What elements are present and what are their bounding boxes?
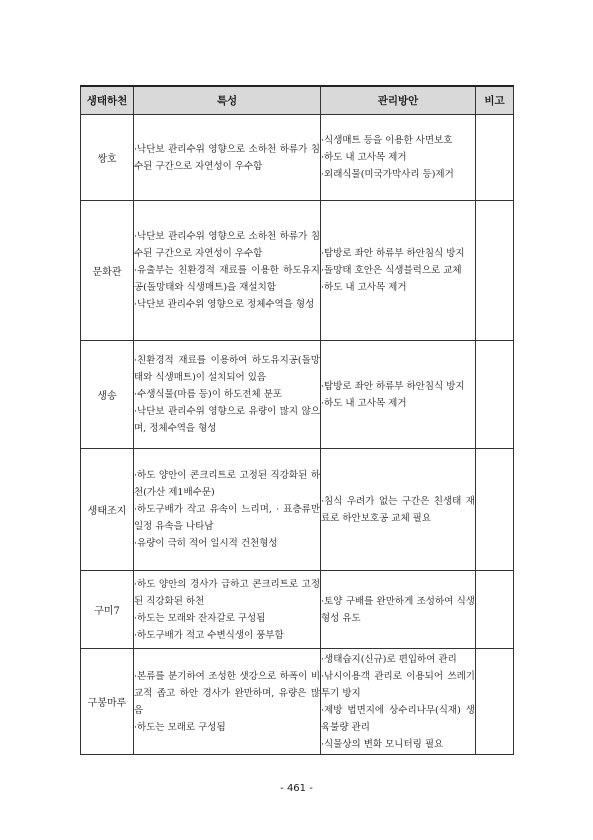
features-cell <box>134 449 321 571</box>
stream-name: 쌍호 <box>81 115 134 201</box>
feature-item: ·하도 양안의 경사가 급하고 콘크리트로 고정된 직강화된 하천 <box>134 578 320 607</box>
feature-item: ·하도는 모래와 잔자갈로 구성됨 <box>134 612 266 624</box>
management-item: ·식물상의 변화 모니터링 필요 <box>321 738 444 750</box>
feature-item: ·하도는 모래로 구성됨 <box>134 721 226 733</box>
note-cell <box>476 449 514 571</box>
management-cell <box>321 649 476 755</box>
management-item: ·외래식물(미국가막사리 등)제거 <box>321 169 454 180</box>
management-item: ·탐방로 좌안 하류부 하안침식 방지 <box>321 380 465 392</box>
header-management: 관리방안 <box>321 86 476 115</box>
management-item: ·토양 구배를 완만하게 조성하여 식생형성 유도 <box>321 595 475 624</box>
header-features: 특성 <box>134 86 321 115</box>
management-item: ·하도 내 고사목 제거 <box>321 397 407 409</box>
page-number: - 461 - <box>280 783 313 794</box>
features-cell <box>134 115 321 201</box>
stream-name: 구미7 <box>81 571 134 649</box>
stream-name: 생태조지 <box>81 449 134 571</box>
features-cell <box>134 571 321 649</box>
feature-item: ·하도구배가 적고 수변식생이 풍부함 <box>134 629 284 641</box>
feature-item: ·낙단보 관리수위 영향으로 정체수역을 형성 <box>134 299 315 310</box>
note-cell <box>476 201 514 341</box>
feature-item: ·친환경적 재료를 이용하여 하도유지공(돌망태와 식생매트)이 설치되어 있음 <box>134 355 320 383</box>
management-item: ·생태습지(신규)로 편입하여 관리 <box>321 653 457 665</box>
features-cell <box>134 649 321 755</box>
feature-item: ·본류를 분기하여 조성한 샛강으로 하폭이 비교적 좁고 하안 경사가 완만하며, 유량은 많음 <box>134 670 320 716</box>
note-cell <box>476 649 514 755</box>
management-item: ·하도 내 고사목 제거 <box>321 282 407 293</box>
note-cell <box>476 341 514 449</box>
feature-item: ·낙단보 관리수위 영향으로 소하천 하류가 침수된 구간으로 자연성이 우수함 <box>134 143 320 172</box>
management-cell <box>321 571 476 649</box>
management-cell <box>321 201 476 341</box>
features-cell <box>134 201 321 341</box>
management-item: ·돌망태 호안은 식생블럭으로 교체 <box>321 265 462 276</box>
header-note: 비고 <box>476 86 514 115</box>
feature-item: ·수생식물(마름 등)이 하도전체 분포 <box>134 389 282 400</box>
management-cell <box>321 341 476 449</box>
ecological-stream-table <box>80 85 514 755</box>
stream-name: 구봉마루 <box>81 649 134 755</box>
management-item: ·하도 내 고사목 제거 <box>321 152 407 163</box>
feature-item: ·유출부는 친환경적 재료를 이용한 하도유지공(돌망태와 식생매트)을 재설치함 <box>134 265 320 293</box>
header-row <box>81 86 514 115</box>
table-row <box>81 115 514 201</box>
note-cell <box>476 115 514 201</box>
table-row <box>81 649 514 755</box>
management-item: ·제방 법면지에 상수리나무(식재) 생육불량 관리 <box>321 704 475 733</box>
feature-item: ·하도 양안이 콘크리트로 고정된 직강화된 하천(가산 제1배수문) <box>134 470 320 498</box>
feature-item: ·낙단보 관리수위 영향으로 유량이 많지 않으며, 정체수역을 형성 <box>134 406 320 434</box>
table-row <box>81 571 514 649</box>
table-row <box>81 449 514 571</box>
management-item: ·식생매트 등을 이용한 사면보호 <box>321 135 453 146</box>
feature-item: ·유량이 극히 적어 일시적 건천형성 <box>134 538 278 549</box>
management-item: ·침식 우려가 없는 구간은 친생태 재료로 하안보호공 교체 필요 <box>321 495 475 524</box>
management-item: ·낚시이용객 관리로 이용되어 쓰레기 투기 방지 <box>321 670 475 699</box>
header-stream: 생태하천 <box>81 86 134 115</box>
features-cell <box>134 341 321 449</box>
table-row <box>81 201 514 341</box>
stream-name: 문화관 <box>81 201 134 341</box>
stream-name: 생송 <box>81 341 134 449</box>
note-cell <box>476 571 514 649</box>
feature-item: ·하도구배가 작고 유속이 느리며, · 표층류만 일정 유속을 나타남 <box>134 504 320 532</box>
table-row <box>81 341 514 449</box>
feature-item: ·낙단보 관리수위 영향으로 소하천 하류가 침수된 구간으로 자연성이 우수함 <box>134 231 320 259</box>
management-cell <box>321 449 476 571</box>
management-cell <box>321 115 476 201</box>
management-item: ·탐방로 좌안 하류부 하안침식 방지 <box>321 248 465 259</box>
